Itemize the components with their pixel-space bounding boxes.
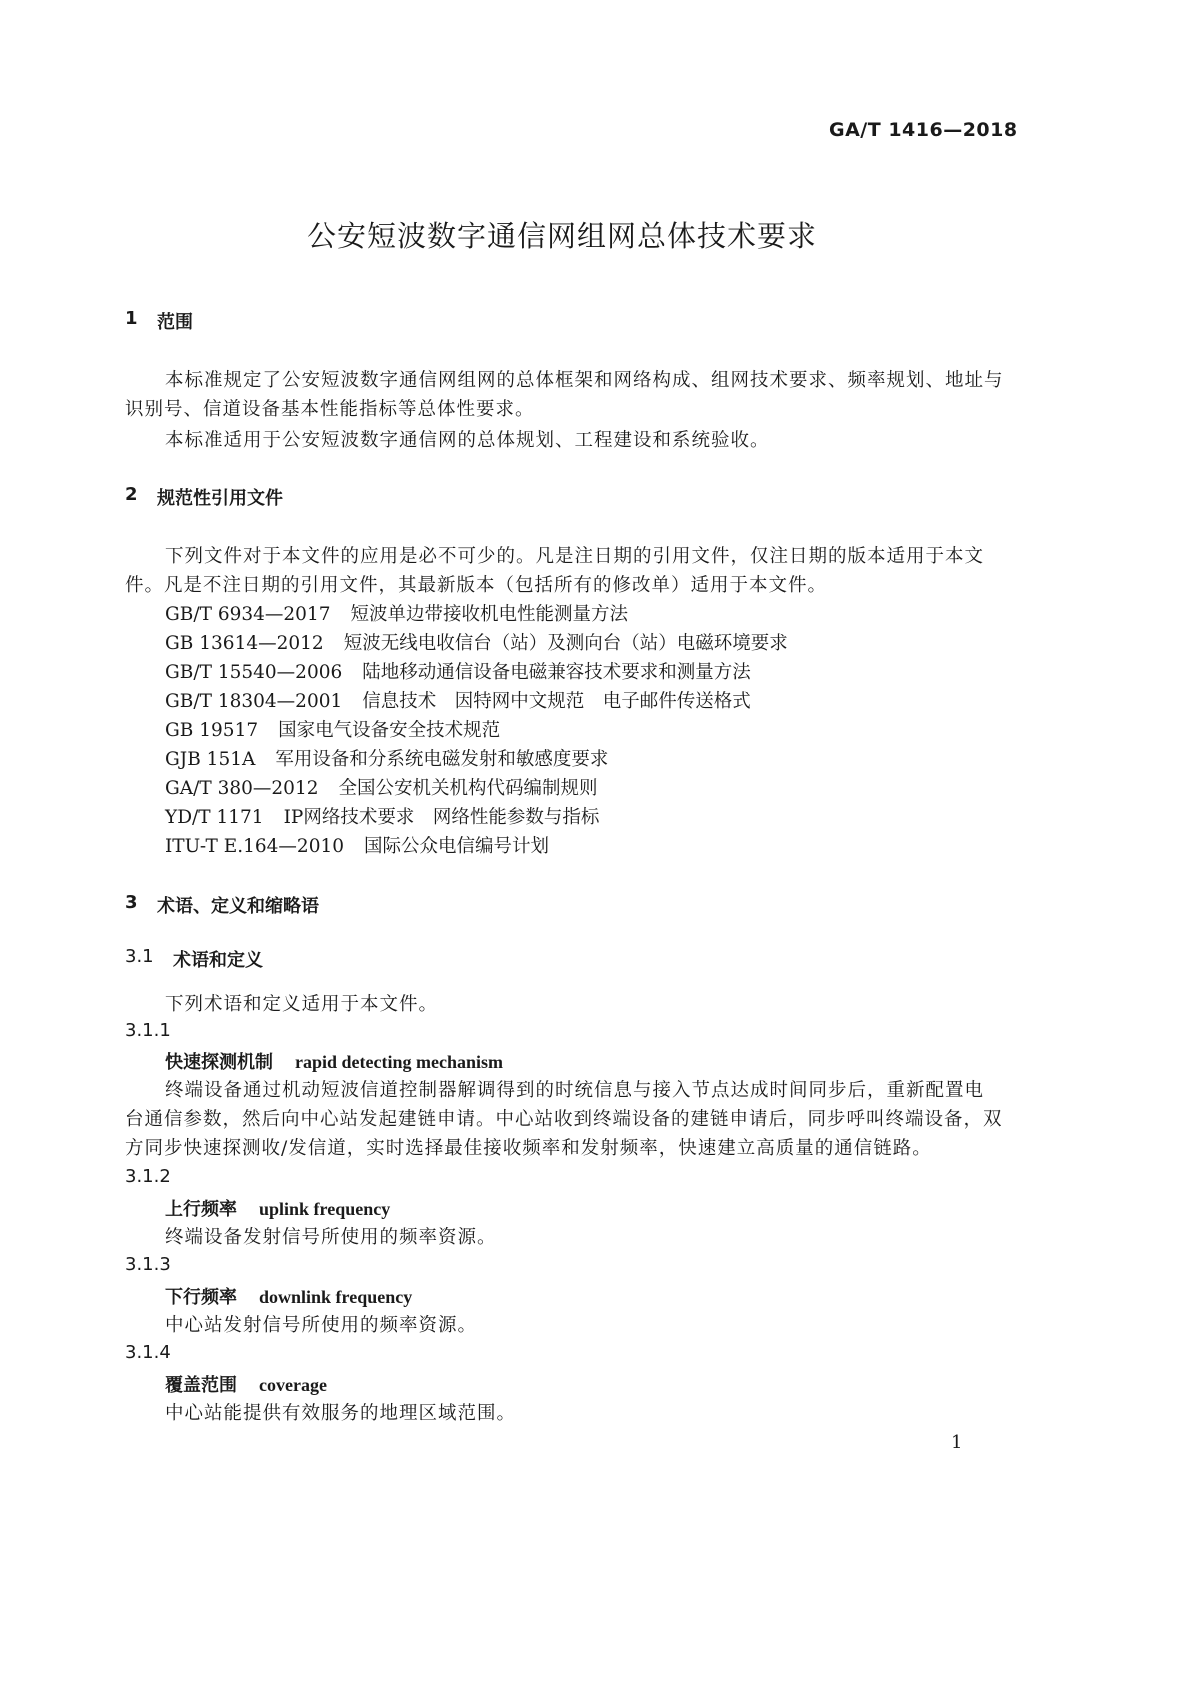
standard-code: GA/T 1416—2018 xyxy=(829,119,1018,141)
section-3-title: 术语、定义和缩略语 xyxy=(157,896,319,917)
term-chinese: 快速探测机制 xyxy=(165,1052,273,1073)
reference-title: 全国公安机关机构代码编制规则 xyxy=(338,778,598,799)
reference-title: 信息技术 因特网中文规范 电子邮件传送格式 xyxy=(362,691,751,712)
term-english: uplink frequency xyxy=(259,1199,391,1219)
reference-code: ITU-T E.164—2010 xyxy=(165,836,345,857)
term-number: 3.1.3 xyxy=(125,1254,171,1275)
section-1-number: 1 xyxy=(125,308,138,329)
reference-item xyxy=(165,629,788,655)
subsection-3-1-number: 3.1 xyxy=(125,946,154,967)
section-1-title: 范围 xyxy=(157,312,193,333)
term-definition-line: 中心站发射信号所使用的频率资源。 xyxy=(165,1315,478,1336)
term-definition-line: 终端设备发射信号所使用的频率资源。 xyxy=(165,1227,497,1248)
subsection-3-1-title: 术语和定义 xyxy=(173,950,263,971)
term-english: rapid detecting mechanism xyxy=(295,1052,503,1072)
reference-title: IP网络技术要求 网络性能参数与指标 xyxy=(283,807,600,828)
section-2-title: 规范性引用文件 xyxy=(157,488,283,509)
reference-code: GB 13614—2012 xyxy=(165,633,324,654)
reference-item xyxy=(165,687,751,713)
section-1-para-2: 本标准适用于公安短波数字通信网的总体规划、工程建设和系统验收。 xyxy=(165,430,770,451)
reference-code: GB/T 15540—2006 xyxy=(165,662,343,683)
reference-item xyxy=(165,832,549,858)
section-2-intro-line-2: 件。凡是不注日期的引用文件，其最新版本（包括所有的修改单）适用于本文件。 xyxy=(125,575,828,596)
reference-title: 短波单边带接收机电性能测量方法 xyxy=(350,604,629,625)
section-3-number: 3 xyxy=(125,892,138,913)
reference-item xyxy=(165,600,628,626)
subsection-3-1-intro: 下列术语和定义适用于本文件。 xyxy=(165,994,439,1015)
reference-title: 军用设备和分系统电磁发射和敏感度要求 xyxy=(275,749,609,770)
reference-title: 国际公众电信编号计划 xyxy=(364,836,550,857)
section-2-intro-line-1: 下列文件对于本文件的应用是必不可少的。凡是注日期的引用文件，仅注日期的版本适用于本文 xyxy=(165,546,985,567)
term-heading xyxy=(165,1048,503,1074)
reference-code: GB/T 18304—2001 xyxy=(165,691,343,712)
term-definition-line: 中心站能提供有效服务的地理区域范围。 xyxy=(165,1403,517,1424)
reference-code: GA/T 380—2012 xyxy=(165,778,319,799)
term-number: 3.1.4 xyxy=(125,1342,171,1363)
term-definition-line: 方同步快速探测收/发信道，实时选择最佳接收频率和发射频率，快速建立高质量的通信链路。 xyxy=(125,1138,932,1159)
term-english: coverage xyxy=(259,1375,327,1395)
reference-item xyxy=(165,716,500,742)
reference-item xyxy=(165,745,608,771)
term-chinese: 下行频率 xyxy=(165,1287,237,1308)
reference-code: GB 19517 xyxy=(165,720,259,741)
section-1-para-1-line-2: 识别号、信道设备基本性能指标等总体性要求。 xyxy=(125,399,535,420)
reference-title: 短波无线电收信台（站）及测向台（站）电磁环境要求 xyxy=(343,633,788,654)
reference-item xyxy=(165,803,599,829)
document-title: 公安短波数字通信网组网总体技术要求 xyxy=(307,219,818,253)
term-number: 3.1.1 xyxy=(125,1020,171,1041)
term-chinese: 覆盖范围 xyxy=(165,1375,237,1396)
term-english: downlink frequency xyxy=(259,1287,413,1307)
reference-item xyxy=(165,658,751,684)
term-heading xyxy=(165,1195,390,1221)
page-number: 1 xyxy=(951,1432,963,1453)
section-1-para-1-line-1: 本标准规定了公安短波数字通信网组网的总体框架和网络构成、组网技术要求、频率规划、地址与 xyxy=(165,370,1004,391)
reference-title: 国家电气设备安全技术规范 xyxy=(278,720,501,741)
reference-code: GJB 151A xyxy=(165,749,256,770)
term-chinese: 上行频率 xyxy=(165,1199,237,1220)
term-heading xyxy=(165,1371,327,1397)
section-2-number: 2 xyxy=(125,484,138,505)
reference-title: 陆地移动通信设备电磁兼容技术要求和测量方法 xyxy=(362,662,751,683)
reference-item xyxy=(165,774,598,800)
term-definition-line: 台通信参数，然后向中心站发起建链申请。中心站收到终端设备的建链申请后，同步呼叫终端设备，双 xyxy=(125,1109,1003,1130)
term-number: 3.1.2 xyxy=(125,1166,171,1187)
term-heading xyxy=(165,1283,412,1309)
reference-code: YD/T 1171 xyxy=(165,807,264,828)
reference-code: GB/T 6934—2017 xyxy=(165,604,331,625)
term-definition-line: 终端设备通过机动短波信道控制器解调得到的时统信息与接入节点达成时间同步后，重新配置电 xyxy=(165,1080,985,1101)
